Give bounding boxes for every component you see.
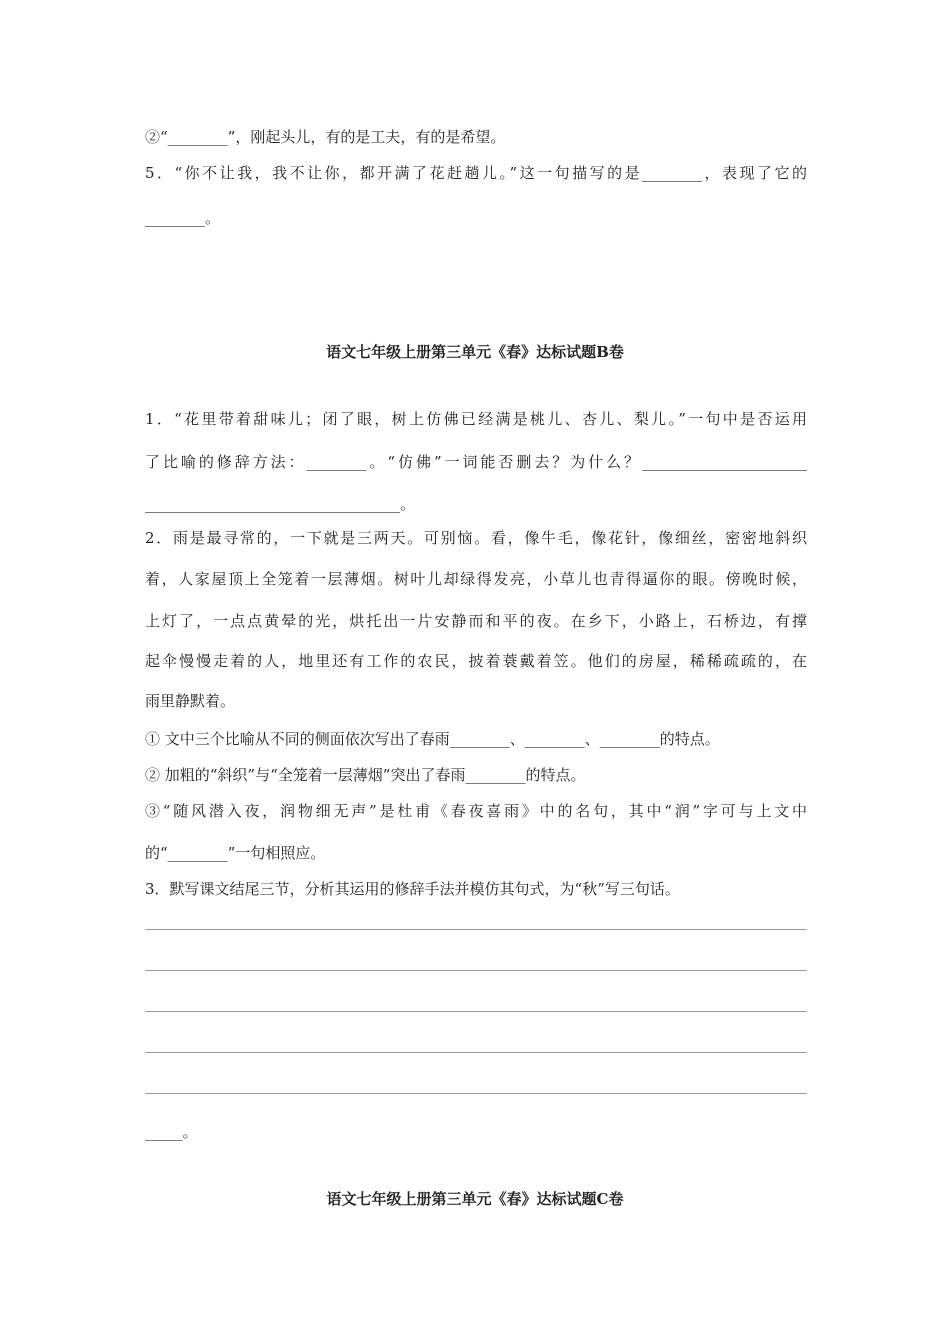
b-question-2-line-2: 着，人家屋顶上全笼着一层薄烟。树叶儿却绿得发亮，小草儿也青得逼你的眼。傍晚时候， <box>145 570 807 588</box>
question-5-line-1: 5．“你不让我，我不让你，都开满了花赶趟儿。”这一句描写的是________，表现了它的 <box>145 164 807 182</box>
b-question-3: 3．默写课文结尾三节，分析其运用的修辞手法并模仿其句式，为“秋”写三句话。 <box>145 880 680 898</box>
answer-line[interactable] <box>145 1052 807 1053</box>
b-question-2-line-5: 雨里静默着。 <box>145 692 236 710</box>
b-question-3-tail: _____。 <box>145 1123 198 1141</box>
section-c-title: 语文七年级上册第三单元《春》达标试题C卷 <box>326 1190 624 1208</box>
answer-line[interactable] <box>145 1011 807 1012</box>
answer-line[interactable] <box>145 1093 807 1094</box>
b-question-1-line-2: 了比喻的修辞方法：________。“仿佛”一词能否删去？为什么？______________________ <box>145 453 807 471</box>
b-question-2-line-1: 2．雨是最寻常的，一下就是三两天。可别恼。看，像牛毛，像花针，像细丝，密密地斜织 <box>145 529 807 547</box>
section-b-title: 语文七年级上册第三单元《春》达标试题B卷 <box>326 343 624 361</box>
b-question-2-sub-1: ① 文中三个比喻从不同的侧面依次写出了春雨________、________、________的特点。 <box>145 730 720 748</box>
b-question-2-line-3: 上灯了，一点点黄晕的光，烘托出一片安静而和平的夜。在乡下，小路上，石桥边，有撑 <box>145 612 807 630</box>
b-question-2-sub-3-line-2: 的“________”一句相照应。 <box>145 844 326 862</box>
question-5-line-2: ________。 <box>145 209 221 227</box>
b-question-1-line-1: 1．“花里带着甜味儿；闭了眼，树上仿佛已经满是桃儿、杏儿、梨儿。”一句中是否运用 <box>145 410 807 428</box>
b-question-2-sub-2: ② 加粗的“斜织”与“全笼着一层薄烟”突出了春雨________的特点。 <box>145 766 586 784</box>
b-question-2-sub-3-line-1: ③“随风潜入夜，润物细无声”是杜甫《春夜喜雨》中的名句，其中“润”字可与上文中 <box>145 802 807 820</box>
question-4-item-2: ②“________”，刚起头儿，有的是工夫，有的是希望。 <box>145 128 506 146</box>
answer-line[interactable] <box>145 970 807 971</box>
b-question-1-line-3: __________________________________。 <box>145 495 416 513</box>
b-question-2-line-4: 起伞慢慢走着的人，地里还有工作的农民，披着蓑戴着笠。他们的房屋，稀稀疏疏的，在 <box>145 652 807 670</box>
answer-line[interactable] <box>145 929 807 930</box>
